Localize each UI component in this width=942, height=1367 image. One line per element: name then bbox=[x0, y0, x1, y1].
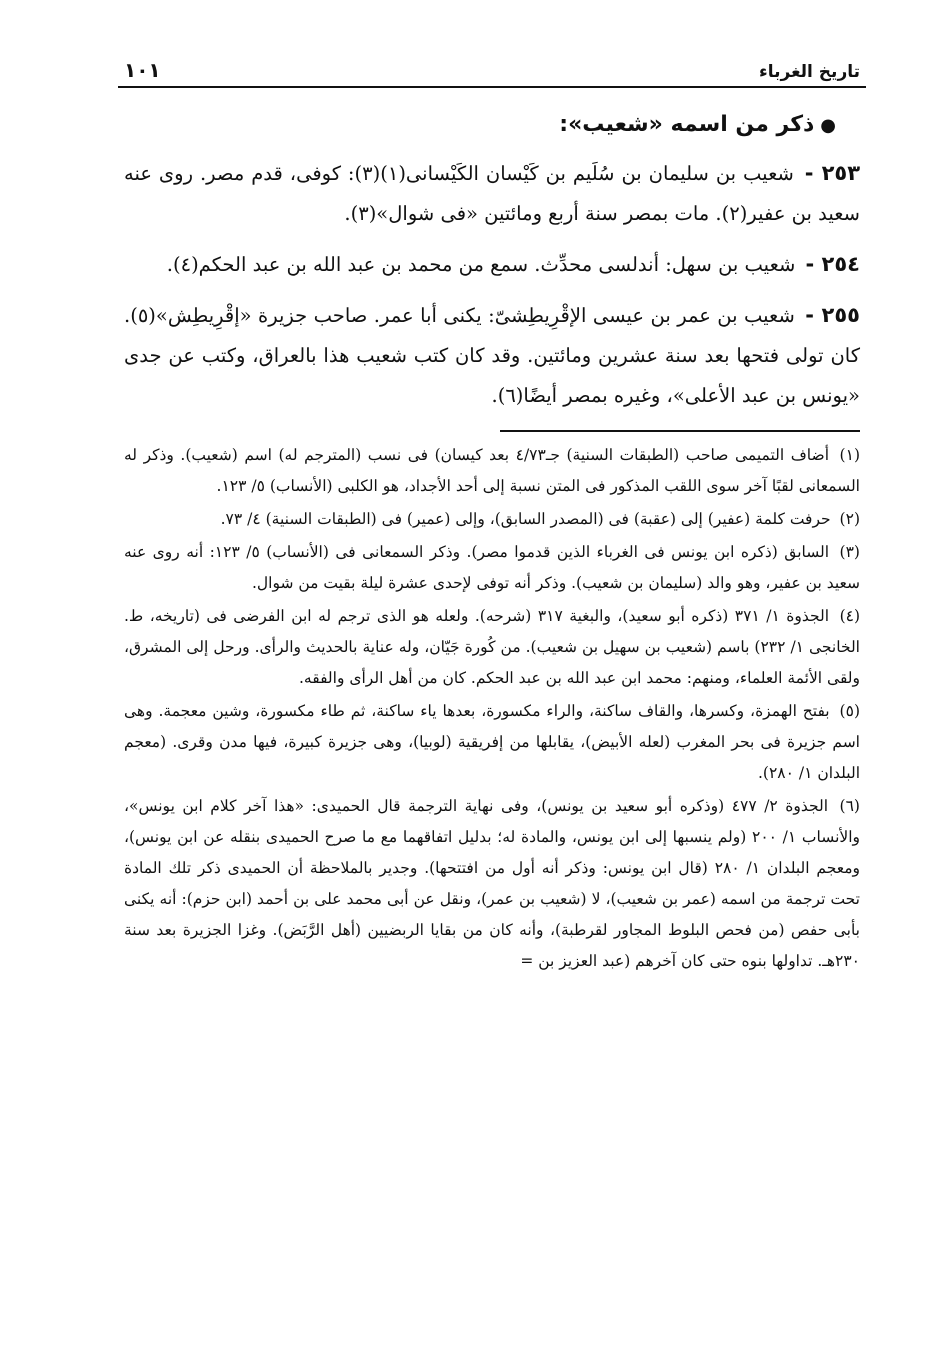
entry-number: ٢٥٥ - bbox=[805, 303, 860, 327]
footnote-marker: (٦) bbox=[839, 797, 860, 815]
book-page bbox=[118, 50, 866, 979]
footnote bbox=[124, 696, 860, 789]
footnote-marker: (٣) bbox=[839, 543, 860, 561]
footnote-marker: (٥) bbox=[839, 702, 860, 720]
footnote-divider bbox=[500, 430, 860, 432]
footnote-text: أضاف التميمى صاحب (الطبقات السنية) جـ٤/٧٣ بعد كيسان) فى نسب (المترجم له) اسم (شعيب). وذكر له السمعانى لقبًا آخر سوى اللقب المذكور فى المتن نسبة إلى أحد الأجداد، هو الكلبى (الأنساب) ٥/ ١٢٣. bbox=[124, 446, 860, 495]
section-heading-text: ذكر من اسمه «شعيب»: bbox=[559, 112, 815, 137]
footnote bbox=[124, 601, 860, 694]
biography-entry bbox=[124, 295, 860, 416]
footnote bbox=[124, 537, 860, 599]
footnotes-list bbox=[118, 440, 866, 977]
footnote-text: السابق (ذكره ابن يونس فى الغرباء الذين قدموا مصر). وذكر السمعانى فى (الأنساب) ٥/ ١٢٣: أنه روى عنه سعيد بن عفير، وهو والد (سليمان بن شعيب). وذكر أنه توفى لإحدى عشرة ليلة بقيت من شوال. bbox=[124, 543, 860, 592]
footnote-text: الجذوة ١/ ٣٧١ (ذكره أبو سعيد)، والبغية ٣١٧ (شرحه). ولعله هو الذى ترجم له ابن الفرضى فى (تاريخه، ط. الخانجى ١/ ٢٣٢) باسم (شعيب بن سهيل بن شعيب). من كُورة جَيّان، وله عناية بالحديث والرأى. ورحل إلى المشرق، ولقى الأئمة العلماء، ومنهم: محمد ابن عبد الله بن عبد الحكم. كان من أهل الرأى والفقه. bbox=[124, 607, 860, 687]
book-title: تاريخ الغرباء bbox=[759, 62, 860, 82]
footnote bbox=[124, 440, 860, 502]
entry-text: شعيب بن عمر بن عيسى الإقْرِيطِشىّ: يكنى أبا عمر. صاحب جزيرة «إقْرِيطِش»(٥). كان تولى فتحها بعد سنة عشرين ومائتين. وقد كان كتب شعيب هذا بالعراق، وكتب عن جدى «يونس بن عبد الأعلى»، وغيره بمصر أيضًا(٦). bbox=[124, 304, 860, 407]
footnote-marker: (١) bbox=[839, 446, 860, 464]
entries-list bbox=[118, 153, 866, 416]
footnote-marker: (٤) bbox=[839, 607, 861, 625]
footnote-text: حرفت كلمة (عفير) إلى (عقبة) فى (المصدر السابق)، وإلى (عمير) فى (الطبقات السنية) ٤/ ٧٣. bbox=[220, 510, 831, 528]
footnote bbox=[124, 504, 860, 535]
biography-entry bbox=[124, 153, 860, 234]
running-header bbox=[118, 50, 866, 88]
section-heading bbox=[118, 110, 866, 141]
entry-text: شعيب بن سليمان بن سُلَيم بن كَيْسان الكَيْسانى(١)(٣): كوفى، قدم مصر. روى عنه سعيد بن عفير(٢). مات بمصر سنة أربع ومائتين «فى شوال»(٣). bbox=[124, 162, 860, 225]
entry-number: ٢٥٤ - bbox=[805, 252, 860, 276]
entry-text: شعيب بن سهل: أندلسى محدِّث. سمع من محمد بن عبد الله بن عبد الحكم(٤). bbox=[166, 253, 796, 276]
entry-number: ٢٥٣ - bbox=[804, 161, 861, 185]
page-number: ١٠١ bbox=[124, 58, 161, 82]
footnote-text: الجذوة ٢/ ٤٧٧ (وذكره أبو سعيد بن يونس)، وفى نهاية الترجمة قال الحميدى: «هذا آخر كلام ابن يونس»، والأنساب ١/ ٢٠٠ (ولم ينسبها إلى ابن يونس، والمادة له؛ بدليل اتفاقهما مع ما صرح الحميدى بنقله عن ابن يونس)، ومعجم البلدان ١/ ٢٨٠ (قال ابن يونس: وذكر أنه أول من افتتحها). وجدير بالملاحظة أن الحميدى ذكر تلك المادة تحت ترجمة من اسمه (عمر بن شعيب)، لا (شعيب بن عمر)، ونقل عن أبى محمد على بن أحمد (ابن حزم): أنه يكنى بأبى حفص (من فحص البلوط المجاور لقرطبة)، وأنه كان من بقايا الربضيين (أهل الرَّبَض). وغزا الجزيرة بعد سنة ٢٣٠هـ. تداولها بنوه حتى كان آخرهم (عبد العزيز بن = bbox=[124, 797, 861, 970]
bullet-icon: ● bbox=[820, 115, 836, 136]
footnote-text: بفتح الهمزة، وكسرها، والقاف ساكنة، والراء مكسورة، بعدها ياء ساكنة، ثم طاء مكسورة، وشين معجمة. وهى اسم جزيرة فى بحر المغرب (لعله الأبيض)، يقابلها من إفريقية (لوبيا)، وهى جزيرة كبيرة، فيها مدن وقرى. (معجم البلدان ١/ ٢٨٠). bbox=[124, 702, 860, 782]
footnote bbox=[124, 791, 860, 977]
footnote-marker: (٢) bbox=[839, 510, 860, 528]
biography-entry bbox=[124, 244, 860, 285]
